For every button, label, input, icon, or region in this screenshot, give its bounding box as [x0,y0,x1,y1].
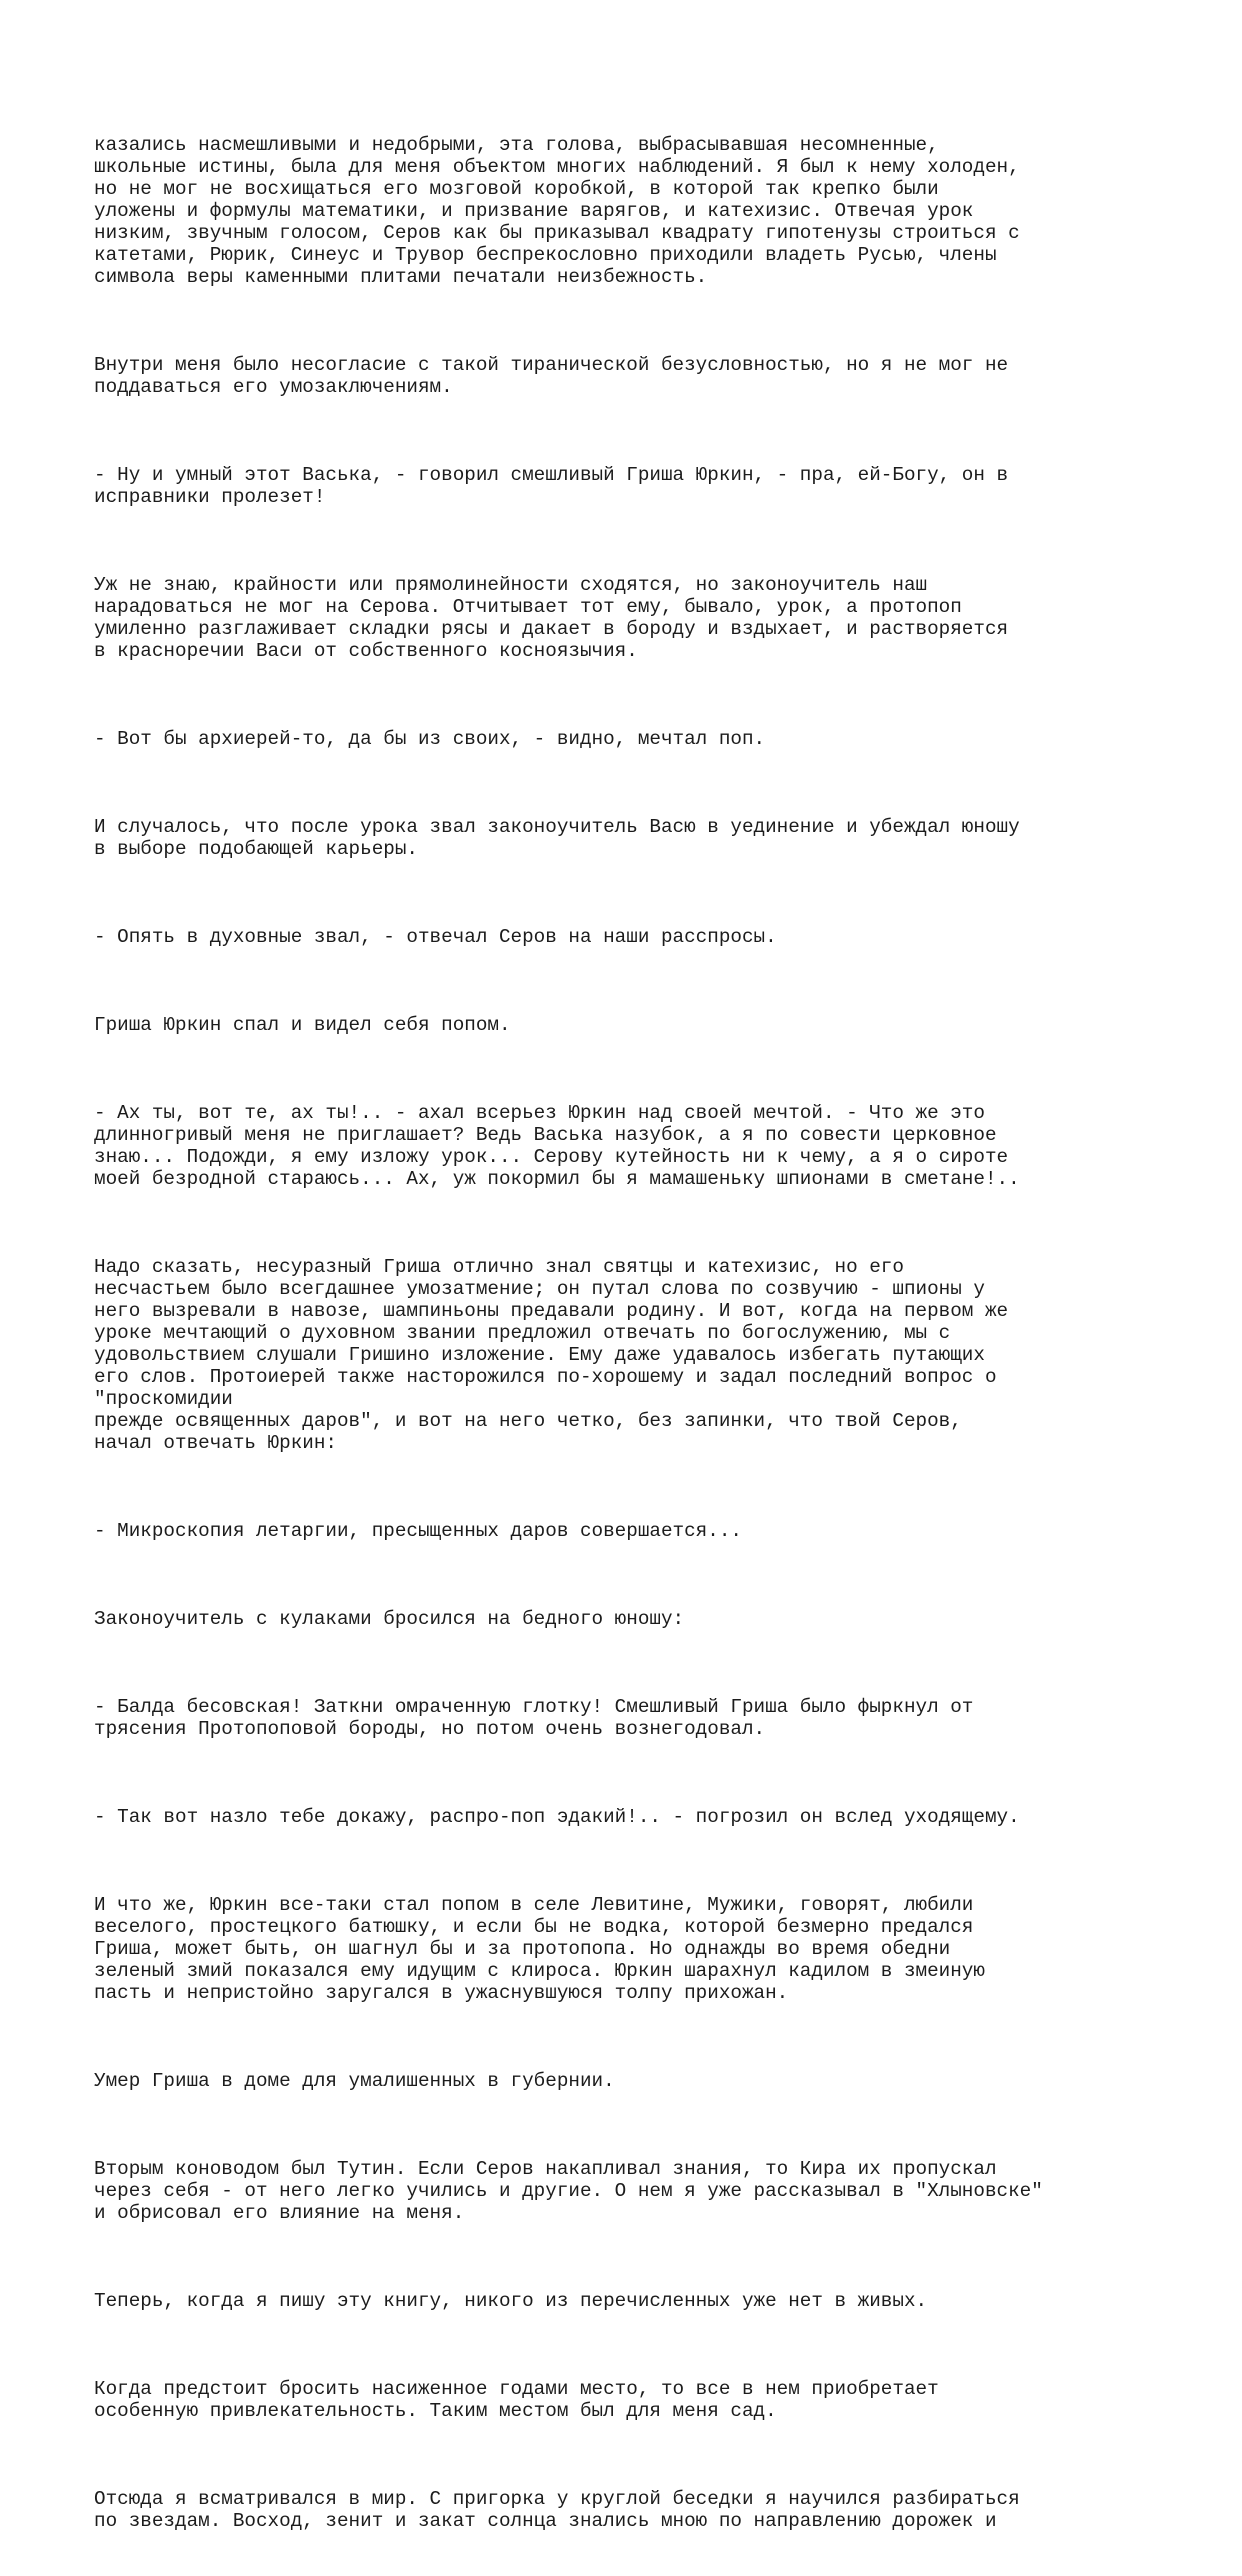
paragraph-17: Вторым коноводом был Тутин. Если Серов накапливал знания, то Кира их пропускал через себя - от него легко учились и другие. О нем я уже рассказывал в "Хлыновске" и обрисовал его влияние на меня. [94,2158,1043,2224]
paragraph-16: Умер Гриша в доме для умалишенных в губернии. [94,2070,615,2092]
paragraph-8: Гриша Юркин спал и видел себя попом. [94,1014,511,1036]
paragraph-7: - Опять в духовные звал, - отвечал Серов на наши расспросы. [94,926,777,948]
paragraph-14: - Так вот назло тебе докажу, распро-поп эдакий!.. - погрозил он вслед уходящему. [94,1806,1020,1828]
paragraph-20: Отсюда я всматривался в мир. С пригорка у круглой беседки я научился разбираться по звездам. Восход, зенит и закат солнца знались мною по направлению дорожек и [94,2488,1020,2532]
paragraph-6: И случалось, что после урока звал законоучитель Васю в уединение и убеждал юношу в выборе подобающей карьеры. [94,816,1020,860]
paragraph-3: - Ну и умный этот Васька, - говорил смешливый Гриша Юркин, - пра, ей-Богу, он в исправники пролезет! [94,464,1009,508]
paragraph-12: Законоучитель с кулаками бросился на бедного юношу: [94,1608,685,1630]
paragraph-9: - Ах ты, вот те, ах ты!.. - ахал всерьез Юркин над своей мечтой. - Что же это длинногривый меня не приглашает? Ведь Васька назубок, а я по совести церковное знаю... Подожди, я ему изложу урок... Серову кутейность ни к чему, а я о сироте моей безродной стараюсь... Ах, уж покормил бы я мамашеньку шпионами в сметане!.. [94,1102,1020,1190]
paragraph-11: - Микроскопия летаргии, пресыщенных даров совершается... [94,1520,742,1542]
document-page [94,90,1154,2576]
paragraph-13: - Балда бесовская! Заткни омраченную глотку! Смешливый Гриша было фыркнул от трясения Протопоповой бороды, но потом очень вознегодовал. [94,1696,974,1740]
paragraph-18: Теперь, когда я пишу эту книгу, никого из перечисленных уже нет в живых. [94,2290,928,2312]
paragraph-15: И что же, Юркин все-таки стал попом в селе Левитине, Мужики, говорят, любили веселого, простецкого батюшку, и если бы не водка, которой безмерно предался Гриша, может быть, он шагнул бы и за протопопа. Но однажды во время обедни зеленый змий показался ему идущим с клироса. Юркин шарахнул кадилом в змеиную пасть и непристойно заругался в ужаснувшуюся толпу прихожан. [94,1894,985,2004]
paragraph-19: Когда предстоит бросить насиженное годами место, то все в нем приобретает особенную привлекательность. Таким местом был для меня сад. [94,2378,939,2422]
paragraph-2: Внутри меня было несогласие с такой тиранической безусловностью, но я не мог не поддаваться его умозаключениям. [94,354,1009,398]
paragraph-1: казались насмешливыми и недобрыми, эта голова, выбрасывавшая несомненные, школьные истины, была для меня объектом многих наблюдений. Я был к нему холоден, но не мог не восхищаться его мозговой коробкой, в которой так крепко были уложены и формулы математики, и призвание варягов, и катехизис. Отвечая урок низким, звучным голосом, Серов как бы приказывал квадрату гипотенузы строиться с катетами, Рюрик, Синеус и Трувор беспрекословно приходили владеть Русью, члены символа веры каменными плитами печатали неизбежность. [94,134,1020,288]
paragraph-4: Уж не знаю, крайности или прямолинейности сходятся, но законоучитель наш нарадоваться не мог на Серова. Отчитывает тот ему, бывало, урок, а протопоп умиленно разглаживает складки рясы и дакает в бороду и вздыхает, и растворяется в красноречии Васи от собственного косноязычия. [94,574,1009,662]
paragraph-5: - Вот бы архиерей-то, да бы из своих, - видно, мечтал поп. [94,728,766,750]
paragraph-10: Надо сказать, несуразный Гриша отлично знал святцы и катехизис, но его несчастьем было всегдашнее умозатмение; он путал слова по созвучию - шпионы у него вызревали в навозе, шампиньоны предавали родину. И вот, когда на первом же уроке мечтающий о духовном звании предложил отвечать по богослужению, мы с удовольствием слушали Гришино изложение. Ему даже удавалось избегать путающих его слов. Протоиерей также насторожился по-хорошему и задал последний вопрос о "проскомидии прежде освященных даров", и вот на него четко, без запинки, что твой Серов, начал отвечать Юркин: [94,1256,1009,1454]
